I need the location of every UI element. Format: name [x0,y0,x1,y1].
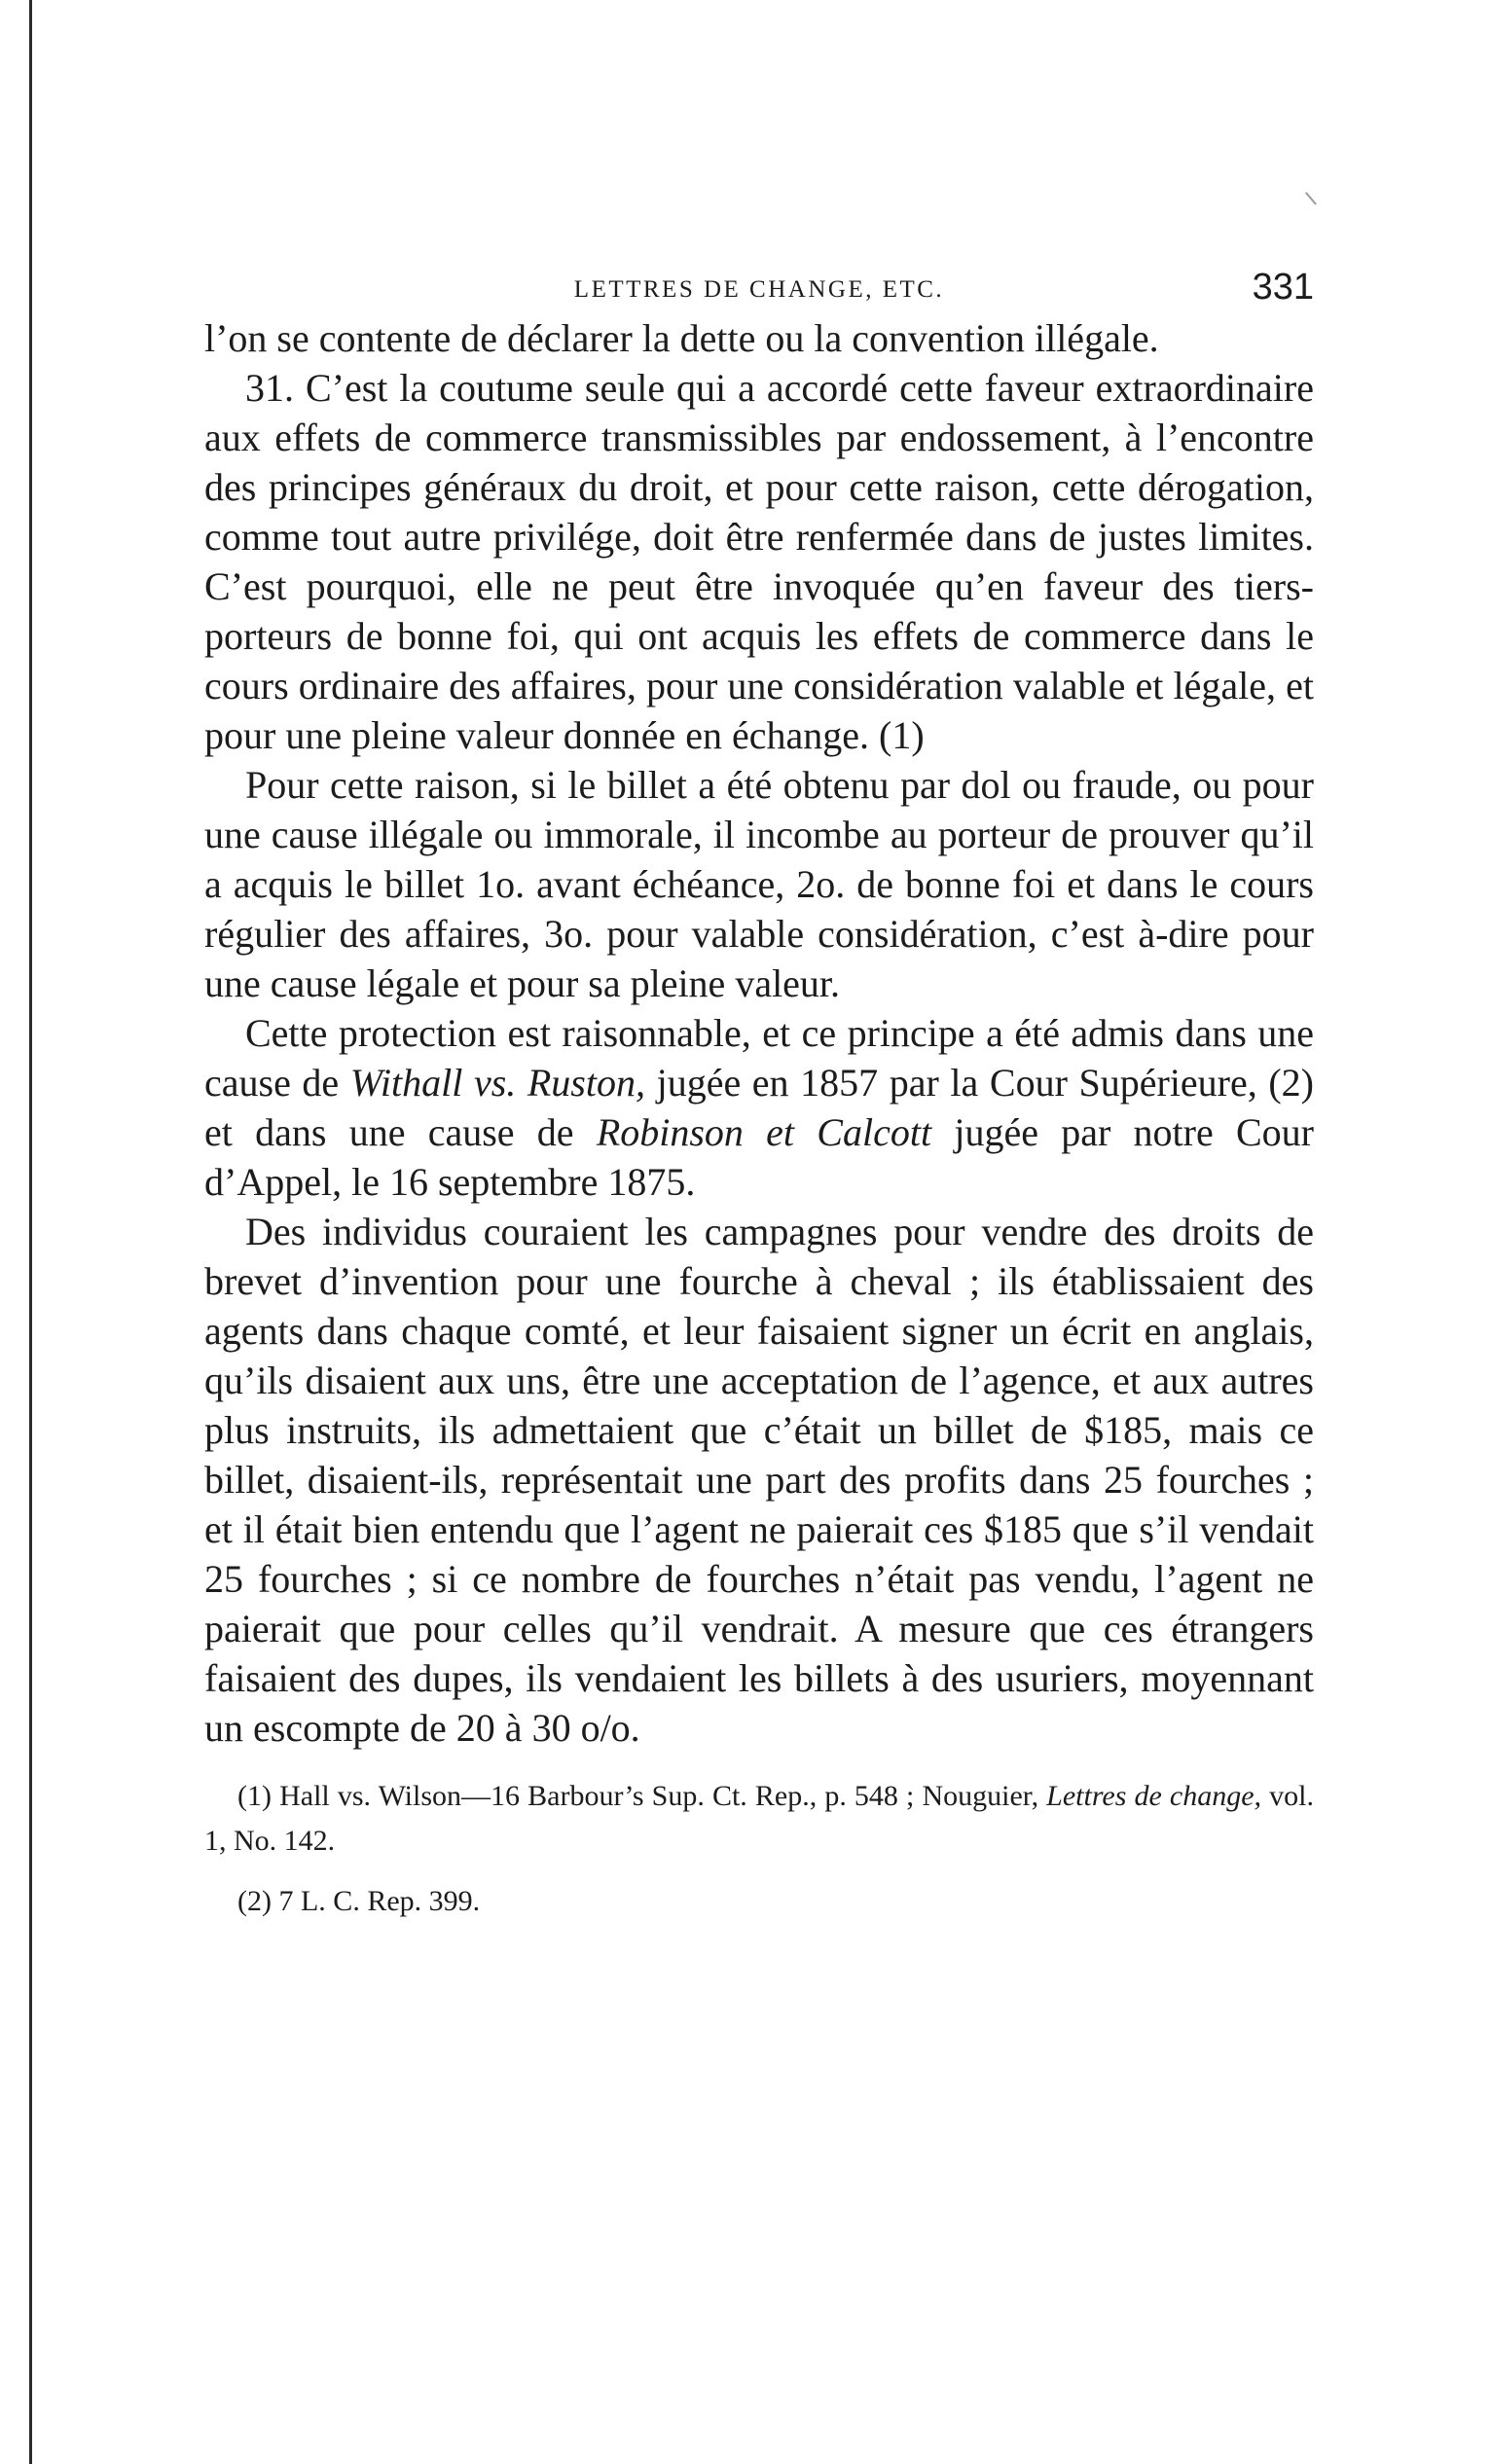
running-title: LETTRES DE CHANGE, ETC. [573,276,945,303]
paragraph [204,1008,1314,1207]
running-header [204,255,1314,313]
text-segment: 31. C’est la coutume seule qui a accordé cette faveur extraordinaire aux effets de commerce transmissibles par endossement, à l’encontre des principes généraux du droit, et pour cette raison, cette dérogation, comme tout autre privilége, doit être renfermée dans de justes limites. C’est pourquoi, elle ne peut être invoquée qu’en faveur des tiers-porteurs de bonne foi, qui ont acquis les effets de commerce dans le cours ordinaire des affaires, pour une considération valable et légale, et pour une pleine valeur donnée en échange. (1) [204,366,1314,757]
text-segment: Cette protection est raisonnable, et ce principe a été admis dans une cause de [204,1011,1314,1105]
paragraph [204,1207,1314,1753]
footnote-2 [204,1879,1314,1924]
scan-mark [1305,192,1317,205]
footnote-segment: (2) 7 L. C. Rep. 399. [237,1885,481,1917]
page-binding-edge [29,0,32,2464]
case-name-robinson: Robinson et Calcott [596,1110,932,1154]
footnote-segment: (1) Hall vs. Wilson—16 Barbour’s Sup. Ct. Rep., p. 548 ; Nouguier, [237,1780,1047,1812]
text-segment: jugée en 1857 par la Cour Supérieure, (2) et dans une cause de [204,1061,1314,1154]
paragraph-31 [204,363,1314,760]
paragraph-continuation [204,313,1314,363]
text-segment: Pour cette raison, si le billet a été obtenu par dol ou fraude, ou pour une cause illégale ou immorale, il incombe au porteur de prouver qu’il a acquis le billet 1o. avant échéance, 2o. de bonne foi et dans le cours régulier des affaires, 3o. pour valable considération, c’est à-dire pour une cause légale et pour sa pleine valeur. [204,763,1314,1005]
footnote-title: Lettres de change, [1046,1780,1262,1812]
text-segment: Des individus couraient les campagnes pour vendre des droits de brevet d’invention pour une fourche à cheval ; ils établissaient des agents dans chaque comté, et leur faisaient signer un écrit en anglais, qu’ils disaient aux uns, être une acceptation de l’agence, et aux autres plus instruits, ils admettaient que c’était un billet de $185, mais ce billet, disaient-ils, représentait une part des profits dans 25 fourches ; et il était bien entendu que l’agent ne paierait ces $185 que s’il vendait 25 fourches ; si ce nombre de fourches n’était pas vendu, l’agent ne paierait que pour celles qu’il vendrait. A mesure que ces étrangers faisaient des dupes, ils vendaient les billets à des usuriers, moyennant un escompte de 20 à 30 o/o. [204,1210,1314,1750]
text-segment: l’on se contente de déclarer la dette ou la convention illégale. [204,316,1159,360]
book-page [204,255,1314,1924]
page-number: 331 [1252,267,1314,308]
body-text [204,313,1314,1753]
footnotes [204,1774,1314,1924]
paragraph [204,760,1314,1008]
footnote-1 [204,1774,1314,1864]
text-segment: jugée par notre Cour d’Appel, le 16 septembre 1875. [204,1110,1314,1204]
case-name-withall: Withall vs. Ruston, [349,1061,645,1105]
footnote-segment: vol. 1, No. 142. [204,1780,1314,1857]
